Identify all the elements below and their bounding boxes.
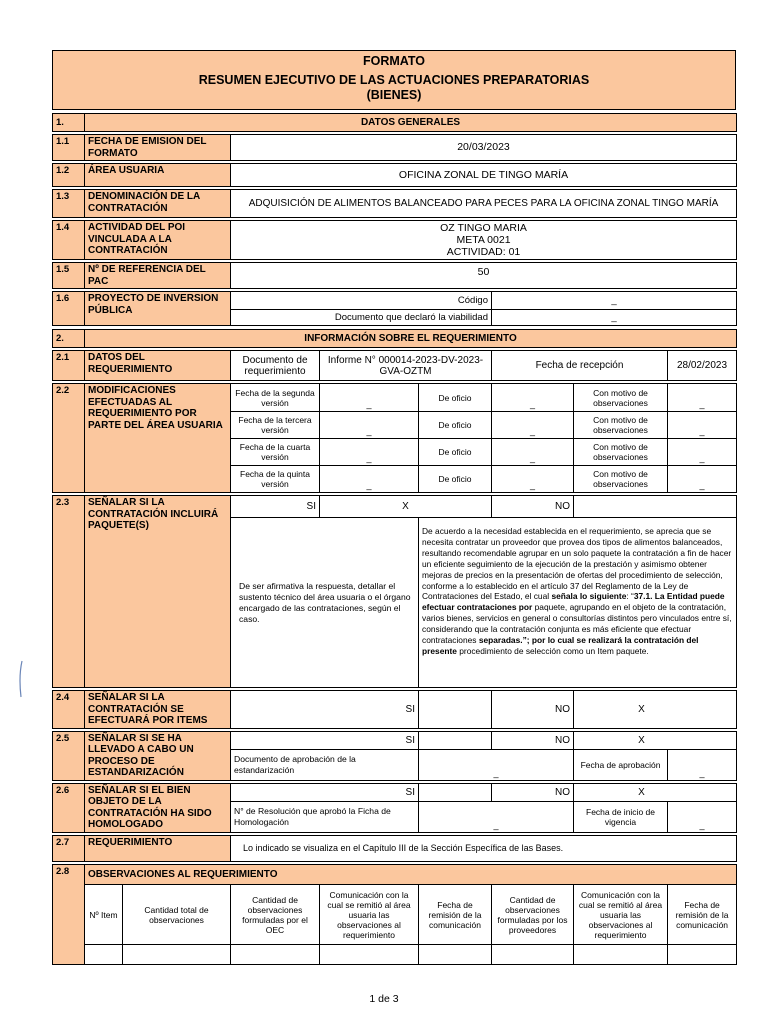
version-2-date-label: Fecha de la segunda versión [231,384,320,412]
version-4-oficio-label: De oficio [419,439,492,466]
code-label: Código [231,292,492,310]
version-2-motivo-label: Con motivo de observaciones [574,384,668,412]
obs-header-total: Cantidad total de observaciones [123,885,231,945]
poi-activity [231,221,737,260]
row-1-1-number: 1.1 [53,135,85,161]
homolog-no-value: X [574,783,737,801]
justification-part-f: separadas [478,635,521,646]
contract-name: ADQUISICIÓN DE ALIMENTOS BALANCEADO PARA PECES PARA LA OFICINA ZONAL TINGO MARÍA [231,190,737,218]
section-2-title: INFORMACIÓN SOBRE EL REQUERIMIENTO [85,330,737,348]
row-2-5-label: SEÑALAR SI SE HA LLEVADO A CABO UN PROCESO DE ESTANDARIZACIÓN [85,731,231,780]
row-1-4-label: ACTIVIDAD DEL POI VINCULADA A LA CONTRATACIÓN [85,221,231,260]
version-4-oficio: _ [492,439,574,466]
homolog-doc-label: N° de Resolución que aprobó la Ficha de Homologación [231,801,419,832]
row-2-4-label: SEÑALAR SI LA CONTRATACIÓN SE EFECTUARÁ POR ITEMS [85,691,231,729]
document-header [52,50,736,110]
row-2-8-number: 2.8 [53,865,85,965]
version-5-oficio: _ [492,466,574,493]
justification-part-g: .”; por lo cual se realizará la contratación del presente [422,635,699,656]
obs-header-item: Nº Item [85,885,123,945]
page-number: 1 de 3 [369,993,399,1005]
justification-part-e: paquete, agrupando en el objeto de la contratación, varios bienes, servicios en general o consultorías distintos pero vinculados entre sí, considerando que la contratación conjunta es más eficiente que efectuar contrataciones [422,602,732,646]
row-2-3-label: SEÑALAR SI LA CONTRATACIÓN INCLUIRÁ PAQUETE(S) [85,496,231,688]
poi-line-3: ACTIVIDAD: 01 [446,246,521,258]
section-2-table [52,329,737,864]
obs-header-providers: Cantidad de observaciones formuladas por los proveedores [492,885,574,945]
section-1-title: DATOS GENERALES [85,114,737,132]
standard-si-label: SI [231,731,419,749]
version-5-motivo: _ [668,466,737,493]
version-2-oficio: _ [492,384,574,412]
row-2-1-label: DATOS DEL REQUERIMIENTO [85,351,231,381]
emission-date: 20/03/2023 [231,135,737,161]
version-2-oficio-label: De oficio [419,384,492,412]
row-2-2-label: MODIFICACIONES EFECTUADAS AL REQUERIMIENTO POR PARTE DEL ÁREA USUARIA [85,384,231,493]
items-no-label: NO [492,691,574,729]
homolog-si-value [419,783,492,801]
version-3-date-label: Fecha de la tercera versión [231,412,320,439]
poi-line-2: META 0021 [456,234,511,246]
homolog-si-label: SI [231,783,419,801]
row-2-2-number: 2.2 [53,384,85,493]
standard-no-value: X [574,731,737,749]
row-2-6-number: 2.6 [53,783,85,832]
row-1-3-number: 1.3 [53,190,85,218]
version-4-motivo-label: Con motivo de observaciones [574,439,668,466]
reception-date-label: Fecha de recepción [492,351,668,381]
package-no-label: NO [492,496,574,518]
package-si-label: SI [231,496,320,518]
version-3-date: _ [320,412,419,439]
viability-doc-value: _ [492,310,737,326]
obs-empty-row [53,945,737,965]
requirement-reference: Lo indicado se visualiza en el Capítulo III de la Sección Específica de las Bases. [231,835,737,861]
version-2-date: _ [320,384,419,412]
version-4-date-label: Fecha de la cuarta versión [231,439,320,466]
justification-part-a: De acuerdo a la necesidad establecida en el requerimiento, se aprecia que se necesita contratar un proveedor que provea dos tipos de alimentos balanceados, resultando recomendable agrupar en un solo paquete la contratación a fin de hacer un eficiente seguimiento de la ejecución de la prestación y asimismo obtener mejoras de precios en la presentación de ofertas del procedimiento de selección, conforme a lo establecido en el artículo 37 del Reglamento de la Ley de Contrataciones del Estado, el cual [422,526,732,602]
package-si-value: X [320,496,492,518]
version-4-motivo: _ [668,439,737,466]
version-3-motivo-label: Con motivo de observaciones [574,412,668,439]
standard-date-value: _ [668,749,737,780]
observations-table [52,864,737,965]
code-value: _ [492,292,737,310]
row-1-2-number: 1.2 [53,164,85,187]
header-subtitle: (BIENES) [366,88,422,102]
package-no-value [574,496,737,518]
homolog-date-value: _ [668,801,737,832]
justification-part-h: procedimiento de selección como un Item paquete. [456,645,649,656]
version-3-oficio: _ [492,412,574,439]
version-5-date: _ [320,466,419,493]
version-5-oficio-label: De oficio [419,466,492,493]
row-1-4-number: 1.4 [53,221,85,260]
section-1-number: 1. [53,114,85,132]
standard-si-value [419,731,492,749]
header-format: FORMATO [362,54,426,68]
row-1-1-label: FECHA DE EMISION DEL FORMATO [85,135,231,161]
version-3-motivo: _ [668,412,737,439]
row-1-5-number: 1.5 [53,263,85,289]
user-area: OFICINA ZONAL DE TINGO MARÍA [231,164,737,187]
requirement-report: Informe N° 000014-2023-DV-2023-GVA-OZTM [320,351,492,381]
requirement-doc-label: Documento de requerimiento [231,351,320,381]
justification-part-c: : “ [626,591,634,602]
justification-part-d: 37.1. La Entidad puede efectuar contrataciones por [422,591,725,613]
row-2-6-label: SEÑALAR SI EL BIEN OBJETO DE LA CONTRATACIÓN HA SIDO HOMOLOGADO [85,783,231,832]
justification-part-b: señala lo siguiente [551,591,627,602]
row-2-7-number: 2.7 [53,835,85,861]
row-2-3-number: 2.3 [53,496,85,688]
poi-line-1: OZ TINGO MARIA [440,222,527,234]
items-si-value [419,691,492,729]
obs-header-communication-2: Comunicación con la cual se remitió al área usuaria las observaciones al requerimiento [574,885,668,945]
row-2-4-number: 2.4 [53,691,85,729]
document-sheet [52,50,736,965]
standard-doc-label: Documento de aprobación de la estandarización [231,749,419,780]
obs-header-communication-1: Comunicación con la cual se remitió al área usuaria las observaciones al requerimiento [320,885,419,945]
row-1-2-label: ÁREA USUARIA [85,164,231,187]
standard-no-label: NO [492,731,574,749]
version-5-motivo-label: Con motivo de observaciones [574,466,668,493]
items-si-label: SI [231,691,419,729]
version-5-date-label: Fecha de la quinta versión [231,466,320,493]
obs-header-date-1: Fecha de remisión de la comunicación [419,885,492,945]
homolog-no-label: NO [492,783,574,801]
header-title: RESUMEN EJECUTIVO DE LAS ACTUACIONES PREPARATORIAS [198,73,590,87]
version-2-motivo: _ [668,384,737,412]
section-2-number: 2. [53,330,85,348]
row-2-5-number: 2.5 [53,731,85,780]
section-1-table [52,113,737,326]
package-detail-instruction: De ser afirmativa la respuesta, detallar el sustento técnico del área usuaria o el órgano encargado de las contrataciones, según el caso. [231,518,419,688]
homolog-date-label: Fecha de inicio de vigencia [574,801,668,832]
version-3-oficio-label: De oficio [419,412,492,439]
obs-header-date-2: Fecha de remisión de la comunicación [668,885,737,945]
pac-reference: 50 [231,263,737,289]
version-4-date: _ [320,439,419,466]
margin-mark [18,660,24,698]
package-justification [419,518,737,688]
row-1-6-number: 1.6 [53,292,85,326]
standard-doc-value: _ [419,749,574,780]
row-2-1-number: 2.1 [53,351,85,381]
obs-header-oec: Cantidad de observaciones formuladas por el OEC [231,885,320,945]
reception-date: 28/02/2023 [668,351,737,381]
homolog-doc-value: _ [419,801,574,832]
row-2-7-label: REQUERIMIENTO [85,835,231,861]
standard-date-label: Fecha de aprobación [574,749,668,780]
row-2-8-label: OBSERVACIONES AL REQUERIMIENTO [85,865,737,885]
row-1-3-label: DENOMINACIÓN DE LA CONTRATACIÓN [85,190,231,218]
row-1-6-label: PROYECTO DE INVERSION PÚBLICA [85,292,231,326]
row-1-5-label: Nº DE REFERENCIA DEL PAC [85,263,231,289]
viability-doc-label: Documento que declaró la viabilidad [231,310,492,326]
items-no-value: X [574,691,737,729]
